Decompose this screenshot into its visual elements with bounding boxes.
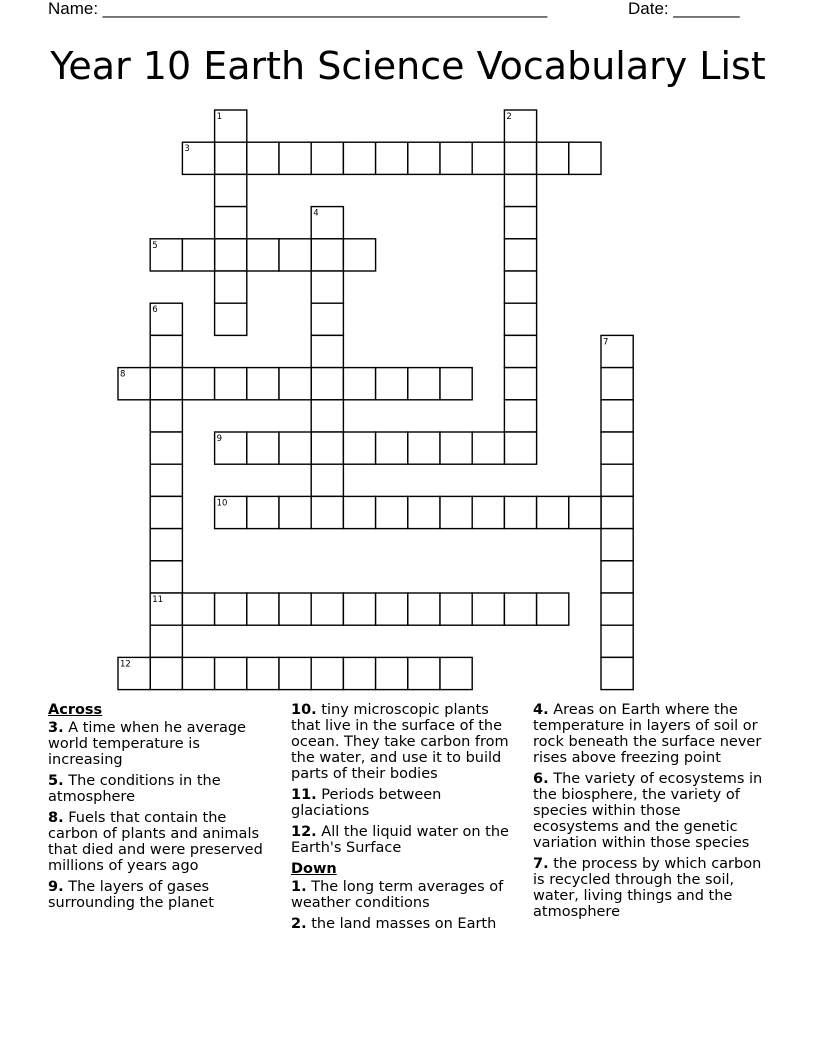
grid-cell[interactable]	[504, 207, 536, 239]
clue-number: 4.	[533, 702, 549, 718]
clue-text: the process by which carbon is recycled through the soil, water, living things and the atmosphere	[533, 856, 762, 920]
grid-cell[interactable]	[279, 368, 311, 400]
clue-across-5	[48, 773, 278, 805]
grid-cell[interactable]	[343, 432, 375, 464]
grid-cell[interactable]	[504, 432, 536, 464]
clue-number: 2.	[291, 916, 307, 932]
grid-cell[interactable]	[601, 496, 633, 528]
clue-across-10	[291, 702, 521, 782]
grid-cell[interactable]	[504, 368, 536, 400]
clue-number: 8.	[48, 810, 64, 826]
grid-cell[interactable]	[311, 303, 343, 335]
grid-cell[interactable]	[408, 593, 440, 625]
grid-cell[interactable]	[150, 400, 182, 432]
grid-cell[interactable]	[215, 174, 247, 206]
page-title: Year 10 Earth Science Vocabulary List	[50, 44, 766, 88]
grid-cell[interactable]	[440, 142, 472, 174]
grid-cell[interactable]	[343, 657, 375, 689]
cell-number: 4	[313, 208, 319, 219]
clue-number: 7.	[533, 856, 549, 872]
date-field[interactable]: Date: _______	[628, 0, 740, 18]
cell-number: 9	[216, 434, 223, 444]
grid-cell[interactable]	[150, 625, 182, 657]
grid-cell[interactable]	[311, 142, 343, 174]
grid-cell[interactable]	[182, 593, 214, 625]
grid-cell[interactable]	[504, 400, 536, 432]
clue-number: 6.	[533, 771, 549, 787]
clue-number: 11.	[291, 787, 317, 803]
grid-cell[interactable]	[601, 529, 633, 561]
clue-column-2	[291, 702, 521, 937]
clue-text: tiny microscopic plants that live in the surface of the ocean. They take carbon from the water, and use it to build parts of their bodies	[291, 702, 509, 782]
clue-across-11	[291, 787, 521, 819]
grid-cell[interactable]	[215, 239, 247, 271]
grid-cell[interactable]	[376, 657, 408, 689]
cell-number: 12	[120, 659, 131, 670]
grid-cell[interactable]	[215, 207, 247, 239]
clue-text: All the liquid water on the Earth's Surface	[291, 824, 509, 856]
clue-across-9	[48, 879, 278, 911]
grid-cell[interactable]	[215, 142, 247, 174]
clue-text: The layers of gases surrounding the planet	[48, 879, 214, 911]
clue-text: Fuels that contain the carbon of plants and animals that died and were preserved millions of years ago	[48, 810, 263, 874]
grid-cell[interactable]	[440, 657, 472, 689]
grid-cell[interactable]	[601, 432, 633, 464]
grid-cell[interactable]	[440, 496, 472, 528]
grid-cell[interactable]	[247, 432, 279, 464]
cell-number: 2	[506, 112, 512, 122]
grid-cell[interactable]	[150, 432, 182, 464]
grid-cell[interactable]	[440, 368, 472, 400]
grid-cell[interactable]	[504, 593, 536, 625]
grid-cell[interactable]	[537, 593, 569, 625]
clue-down-2	[291, 916, 521, 932]
grid-cell[interactable]	[601, 593, 633, 625]
grid-cell[interactable]	[215, 271, 247, 303]
cell-number: 3	[184, 144, 190, 155]
grid-cell[interactable]	[247, 239, 279, 271]
grid-cell[interactable]	[215, 593, 247, 625]
grid-cell[interactable]	[150, 464, 182, 496]
grid-cell[interactable]	[150, 496, 182, 528]
grid-cell[interactable]	[537, 142, 569, 174]
grid-cell[interactable]	[440, 432, 472, 464]
grid-cell[interactable]	[150, 561, 182, 593]
clue-number: 1.	[291, 879, 307, 895]
grid-cell[interactable]	[601, 400, 633, 432]
grid-cell[interactable]	[601, 561, 633, 593]
grid-cell[interactable]	[215, 368, 247, 400]
grid-cell[interactable]	[150, 368, 182, 400]
clue-down-6	[533, 771, 763, 851]
grid-cell[interactable]	[472, 432, 504, 464]
grid-cell[interactable]	[279, 239, 311, 271]
grid-cell[interactable]	[279, 432, 311, 464]
grid-cell[interactable]	[311, 657, 343, 689]
name-field[interactable]: Name: _______________________________________________	[48, 0, 548, 18]
grid-cell[interactable]	[376, 368, 408, 400]
clue-number: 3.	[48, 720, 64, 736]
grid-cell[interactable]	[601, 368, 633, 400]
grid-cell[interactable]	[504, 496, 536, 528]
grid-cell[interactable]	[504, 239, 536, 271]
grid-cell[interactable]	[440, 593, 472, 625]
grid-cell[interactable]	[343, 368, 375, 400]
grid-cell[interactable]	[343, 239, 375, 271]
grid-cell[interactable]	[311, 239, 343, 271]
grid-cell[interactable]	[215, 657, 247, 689]
grid-cell[interactable]	[376, 142, 408, 174]
grid-cell[interactable]	[537, 496, 569, 528]
grid-cell[interactable]	[376, 432, 408, 464]
grid-cell[interactable]	[279, 593, 311, 625]
grid-cell[interactable]	[504, 303, 536, 335]
clue-text: the land masses on Earth	[311, 916, 497, 932]
cell-number: 1	[216, 112, 223, 122]
clue-across-8	[48, 810, 278, 874]
grid-cell[interactable]	[150, 335, 182, 367]
grid-cell[interactable]	[279, 496, 311, 528]
down-heading: Down	[291, 861, 337, 877]
clue-text: The conditions in the atmosphere	[48, 773, 221, 805]
clue-number: 5.	[48, 773, 64, 789]
clue-column-3	[533, 702, 763, 925]
grid-cell[interactable]	[376, 593, 408, 625]
grid-cell[interactable]	[472, 142, 504, 174]
grid-cell[interactable]	[150, 529, 182, 561]
clue-number: 10.	[291, 702, 317, 718]
clue-down-4	[533, 702, 763, 766]
grid-cell[interactable]	[569, 142, 601, 174]
grid-cell[interactable]	[408, 657, 440, 689]
grid-cell[interactable]	[247, 368, 279, 400]
grid-cell[interactable]	[247, 593, 279, 625]
across-heading: Across	[48, 702, 103, 718]
grid-cell[interactable]	[182, 657, 214, 689]
clue-number: 9.	[48, 879, 64, 895]
grid-cell[interactable]	[376, 496, 408, 528]
grid-cell[interactable]	[279, 657, 311, 689]
clue-across-12	[291, 824, 521, 856]
grid-cell[interactable]	[311, 496, 343, 528]
grid-cell[interactable]	[504, 271, 536, 303]
grid-cell[interactable]	[182, 368, 214, 400]
grid-cell[interactable]	[408, 368, 440, 400]
grid-cell[interactable]	[311, 271, 343, 303]
clue-number: 12.	[291, 824, 317, 840]
grid-cell[interactable]	[182, 239, 214, 271]
grid-cell[interactable]	[311, 432, 343, 464]
cell-number: 8	[120, 369, 126, 380]
grid-cell[interactable]	[247, 657, 279, 689]
clue-text: The variety of ecosystems in the biosphere, the variety of species within those ecosystems and the genetic variation within those species	[533, 771, 763, 851]
grid-cell[interactable]	[601, 625, 633, 657]
cell-number: 5	[152, 240, 158, 251]
clue-text: Areas on Earth where the temperature in layers of soil or rock beneath the surface never rises above freezing point	[533, 702, 762, 766]
grid-cell[interactable]	[247, 496, 279, 528]
cell-number: 10	[216, 498, 228, 509]
grid-cell[interactable]	[247, 142, 279, 174]
grid-cell[interactable]	[601, 464, 633, 496]
grid-cell[interactable]	[601, 657, 633, 689]
clue-text: The long term averages of weather conditions	[291, 879, 504, 911]
grid-cell[interactable]	[408, 496, 440, 528]
grid-cell[interactable]	[279, 142, 311, 174]
grid-cell[interactable]	[408, 142, 440, 174]
grid-cell[interactable]	[343, 593, 375, 625]
grid-cell[interactable]	[343, 496, 375, 528]
grid-cell[interactable]	[311, 464, 343, 496]
clue-down-7	[533, 856, 763, 920]
grid-cell[interactable]	[150, 657, 182, 689]
grid-cell[interactable]	[504, 174, 536, 206]
grid-cell[interactable]	[472, 593, 504, 625]
grid-cell[interactable]	[504, 142, 536, 174]
clue-text: A time when he average world temperature is increasing	[48, 720, 246, 768]
clue-down-1	[291, 879, 521, 911]
grid-cell[interactable]	[343, 142, 375, 174]
grid-cell[interactable]	[311, 593, 343, 625]
grid-cell[interactable]	[472, 496, 504, 528]
grid-cell[interactable]	[569, 496, 601, 528]
cell-number: 11	[152, 595, 164, 605]
clue-column-1	[48, 702, 278, 916]
cell-number: 7	[603, 337, 609, 348]
grid-cell[interactable]	[311, 368, 343, 400]
clue-text: Periods between glaciations	[291, 787, 442, 819]
grid-cell[interactable]	[311, 400, 343, 432]
grid-cell[interactable]	[215, 303, 247, 335]
cell-number: 6	[152, 305, 158, 316]
grid-cell[interactable]	[504, 335, 536, 367]
clue-across-3	[48, 720, 278, 768]
grid-cell[interactable]	[408, 432, 440, 464]
grid-cell[interactable]	[311, 335, 343, 367]
